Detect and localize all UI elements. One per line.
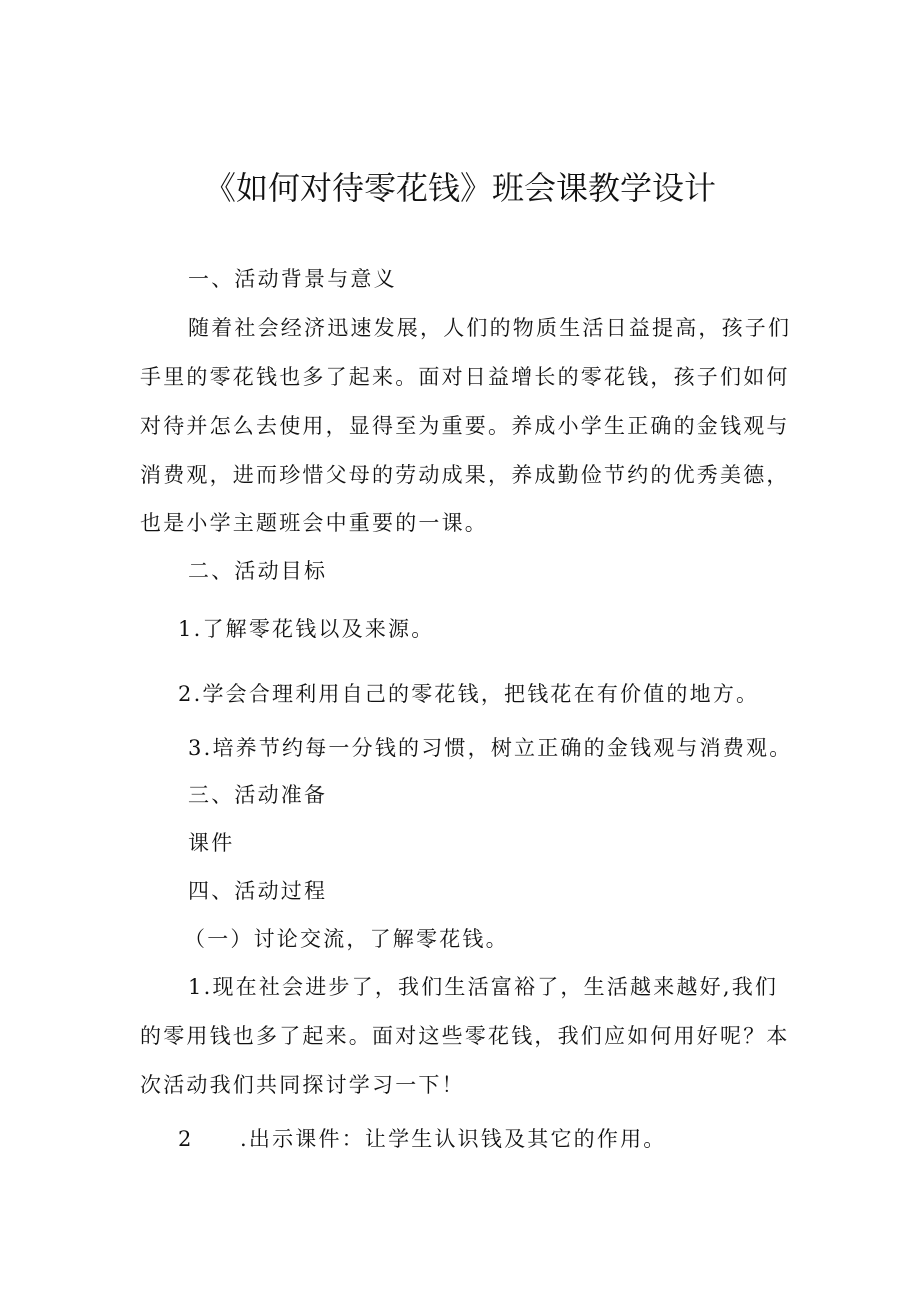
paragraph-line: 随着社会经济迅速发展，人们的物质生活日益提高，孩子们 xyxy=(188,316,792,340)
paragraph-line: 对待并怎么去使用，显得至为重要。养成小学生正确的金钱观与 xyxy=(140,414,790,438)
process-item-text: .出示课件：让学生认识钱及其它的作用。 xyxy=(240,1127,667,1151)
goal-text: .了解零花钱以及来源。 xyxy=(193,617,435,641)
goal-text: .学会合理利用自己的零花钱，把钱花在有价值的地方。 xyxy=(193,682,760,706)
section-heading-process: 四、活动过程 xyxy=(188,879,328,903)
goal-number: 2 xyxy=(178,682,194,706)
process-item-line xyxy=(188,972,778,1002)
section-heading-goals: 二、活动目标 xyxy=(188,559,328,583)
process-item-line: 次活动我们共同探讨学习一下！ xyxy=(140,1073,465,1097)
goal-item xyxy=(188,733,792,763)
goal-item xyxy=(178,679,759,709)
document-title: 《如何对待零花钱》班会课教学设计 xyxy=(203,169,716,207)
process-item-line xyxy=(178,1124,666,1154)
process-item-number: 1 xyxy=(188,975,204,999)
preparation-content: 课件 xyxy=(188,831,235,855)
paragraph-line: 手里的零花钱也多了起来。面对日益增长的零花钱，孩子们如何 xyxy=(140,365,790,389)
goal-item xyxy=(178,614,434,644)
paragraph-line: 也是小学主题班会中重要的一课。 xyxy=(140,511,488,535)
section-heading-preparation: 三、活动准备 xyxy=(188,783,328,807)
goal-text: .培养节约每一分钱的习惯，树立正确的金钱观与消费观。 xyxy=(203,736,793,760)
goal-number: 3 xyxy=(188,736,204,760)
section-heading-background: 一、活动背景与意义 xyxy=(188,267,397,291)
process-item-line: 的零用钱也多了起来。面对这些零花钱，我们应如何用好呢？本 xyxy=(140,1024,790,1048)
goal-number: 1 xyxy=(178,617,194,641)
paragraph-line: 消费观，进而珍惜父母的劳动成果，养成勤俭节约的优秀美德， xyxy=(140,463,790,487)
process-item-text: .现在社会进步了，我们生活富裕了，生活越来越好,我们 xyxy=(203,975,779,999)
process-item-number: 2 xyxy=(178,1127,194,1151)
subsection-heading: （一）讨论交流，了解零花钱。 xyxy=(184,927,509,951)
